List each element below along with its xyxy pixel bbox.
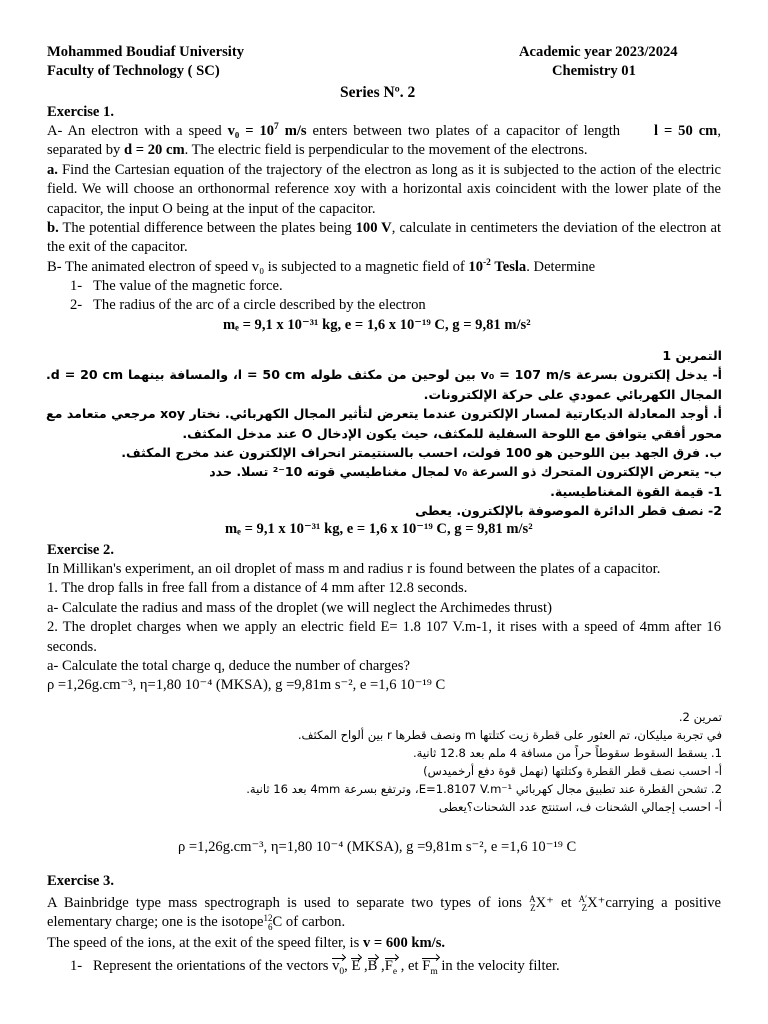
part-a-intro-3: separated by [47, 142, 124, 159]
question-1a-label: a. [47, 162, 58, 178]
exercise-3-text-3: carrying a positive elementary charge; one is the isotope [47, 895, 721, 931]
ion-2-mass-charge: A′ Z [578, 893, 588, 913]
exercise-2-line-5: a- Calculate the total charge q, deduce the number of charges? [47, 658, 410, 675]
arabic-title: التمرين 1 [662, 348, 722, 363]
exercise-3-text-2: et [553, 895, 579, 911]
arabic-item-1: 1- قيمة القوة المغناطيسية. [550, 483, 722, 499]
arabic-question-a: أ. أوجد المعادلة الديكارتية لمسار الإلكترون عندما يتعرض لتأثير المجال الكهربائي. نختار xoy مرجعي متعامد مع محور أفقي يتوافق مع اللوحة السفلية للمكثف، حيث يكون الإدخال O عند مدخل المكثف. [46, 406, 722, 441]
exercise-3-speed-line [47, 934, 445, 953]
part-b-text-2: . Determine [526, 259, 596, 275]
exercise-2-line-2: 1. The drop falls in free fall from a distance of 4 mm after 12.8 seconds. [47, 580, 468, 597]
ion-1: X⁺ [535, 895, 554, 911]
part-b-item-2 [70, 296, 426, 315]
exercise-2-line-4: 2. The droplet charges when we apply an electric field E= 1.8 107 V.m-1, it rises with a speed of 4mm after 16 seconds. [47, 619, 721, 655]
item-text: The radius of the arc of a circle described by the electron [93, 297, 426, 313]
part-a-intro-4: . The electric field is perpendicular to the movement of the electrons. [184, 142, 588, 159]
exercise-3-speed-text: The speed of the ions, at the exit of the speed filter, is [47, 935, 363, 951]
exercise-2-constants: ρ =1,26g.cm⁻³, η=1,80 10⁻⁴ (MKSA), g =9,81m s⁻², e =1,6 10⁻¹⁹ C [47, 677, 446, 694]
question-1a [47, 161, 721, 219]
item-number: 2- [70, 297, 83, 313]
course-name: Chemistry 01 [552, 63, 636, 79]
exercise-3-item-1: 1- Represent the orientations of the vectors $v_0$, E ,B $,F_e$ , et $F_m$ in the velocity filter. [70, 958, 560, 977]
part-a-intro: A- An electron with a speed [47, 123, 228, 139]
item-text: The value of the magnetic force. [93, 278, 283, 294]
item-et: , et [397, 958, 423, 974]
arabic-constants: mₑ = 9,1 x 10⁻³¹ kg, e = 1,6 x 10⁻¹⁹ C, g = 9,81 m/s² [225, 521, 533, 537]
plate-distance: d = 20 cm [124, 142, 185, 159]
vector-fm-icon: $F_m$ [422, 958, 438, 977]
exercise-2-arabic [46, 708, 722, 816]
initial-speed-exponent: 7 [274, 122, 279, 133]
initial-speed: v₀ = 10 [227, 123, 275, 139]
carbon-mass-number: 12 6 [263, 913, 273, 933]
question-1b-text-1: The potential difference between the plates being [58, 220, 356, 236]
exercise-3-text-1: A Bainbridge type mass spectrograph is used to separate two types of ions [47, 895, 530, 911]
exercise-2-body [47, 560, 721, 696]
arabic-2-line-3: أ- احسب نصف قطر القطرة وكتلتها (نهمل قوة دفع أرخميدس) [423, 764, 722, 778]
carbon-symbol: C [272, 914, 283, 931]
ion-speed: v = 600 km/s. [362, 935, 446, 951]
arabic-question-b: ب. فرق الجهد بين اللوحين هو 100 فولت، احسب بالسنتيمتر انحراف الإلكترون عند مخرج المكثف. [121, 445, 722, 461]
exercise-3-intro [47, 894, 721, 933]
ion-1-mass-charge: A Z [529, 893, 536, 913]
vector-v0-icon: $v_0$ [332, 958, 345, 977]
item-text-1: Represent the orientations of the vectors [93, 958, 333, 974]
item-number: 1- [70, 958, 83, 974]
arabic-2-line-4: 2. تشحن القطرة عند تطبيق مجال كهربائي E=1.8107 V.m⁻¹، وترتفع بسرعة 4mm بعد 16 ثانية. [246, 782, 722, 796]
exercise-2-line-3: a- Calculate the radius and mass of the droplet (we will neglect the Archimedes thrust) [47, 599, 552, 616]
university-name: Mohammed Boudiaf University [47, 44, 245, 60]
arabic-item-2: 2- نصف قطر الدائرة الموصوفة بالإلكترون. يعطى [415, 503, 722, 519]
academic-year: Academic year 2023/2024 [519, 44, 678, 60]
arabic-part-a: أ- يدخل إلكترون بسرعة v₀ = 107 m/s بين لوحين من مكثف طوله l = 50 cm، والمسافة بينهما d = 20 cm. المجال الكهربائي عمودي على حركة الإلكترونات. [46, 367, 722, 402]
potential-difference: 100 V [355, 220, 392, 236]
question-1b-label: b. [47, 220, 59, 236]
part-b-item-1 [70, 277, 283, 296]
plate-length: l = 50 cm [653, 123, 718, 139]
exercise-2-line-1: In Millikan's experiment, an oil droplet of mass m and radius r is found between the plates of a capacitor. [47, 561, 661, 577]
arabic-2-constants: ρ =1,26g.cm⁻³, η=1,80 10⁻⁴ (MKSA), g =9,81m s⁻², e =1,6 10⁻¹⁹ C [178, 839, 577, 855]
question-1a-text: Find the Cartesian equation of the trajectory of the electron as long as it is subjected to the action of the electric field. We will choose an orthonormal reference xoy with a horizontal axis coincident with the lower plate of the capacitor, the input O being at the input of the capacitor. [47, 162, 721, 217]
exercise-2-title: Exercise 2. [47, 542, 115, 558]
exercise-1-arabic [46, 346, 722, 521]
initial-speed-unit: m/s [278, 123, 307, 139]
vector-e-icon: E [351, 957, 360, 976]
exercise-1-part-a: A- An electron with a speed $v_0 = 10^7$ m/s enters between two plates of a capacitor of length l = 50 cm, separated by d = 20 cm. The electric field is perpendicular to the movement of the electrons. [47, 122, 721, 159]
exercise-3-text-4: of carbon. [282, 914, 346, 931]
exercise-1-title: Exercise 1. [47, 104, 115, 120]
exercise-3-title: Exercise 3. [47, 873, 115, 889]
faculty-name: Faculty of Technology ( SC) [47, 63, 220, 79]
ion-2: X⁺ [587, 895, 606, 911]
item-number: 1- [70, 278, 83, 294]
magnetic-field: 10 [468, 259, 484, 275]
series-title: Series Nº. 2 [340, 84, 416, 101]
magnetic-field-unit: Tesla [490, 259, 527, 275]
item-text-end: in the velocity filter. [437, 958, 560, 974]
part-a-intro-2: enters between two plates of a capacitor of length [306, 123, 626, 139]
part-b-text-1: B- The animated electron of speed v₀ is subjected to a magnetic field of [47, 259, 469, 275]
vector-fe-icon: $F_e$ [384, 958, 398, 977]
arabic-2-line-2: 1. يسقط السقوط سقوطاً حراً من مسافة 4 ملم بعد 12.8 ثانية. [412, 746, 722, 760]
arabic-part-b: ب- يتعرض الإلكترون المتحرك ذو السرعة v₀ لمجال مغناطيسي قوته 10⁻² تسلا. حدد [209, 464, 722, 480]
vector-b-icon: B [368, 957, 378, 976]
question-1b-text-2: , calculate in centimeters the deviation of the electron at the exit of the capacitor. [47, 220, 721, 256]
arabic-2-title: تمرين 2. [678, 710, 722, 724]
exercise-1-part-b [47, 258, 595, 277]
exercise-1-constants: mₑ = 9,1 x 10⁻³¹ kg, e = 1,6 x 10⁻¹⁹ C, g = 9,81 m/s² [223, 317, 531, 333]
arabic-2-line-1: في تجربة ميليكان، تم العثور على قطرة زيت كتلتها m ونصف قطرها r بين ألواح المكثف. [297, 728, 722, 742]
arabic-2-line-5: أ- احسب إجمالي الشحنات ف، استنتج عدد الشحنات؟يعطى [438, 800, 722, 814]
magnetic-field-exponent: -2 [483, 258, 491, 269]
question-1b [47, 219, 721, 258]
